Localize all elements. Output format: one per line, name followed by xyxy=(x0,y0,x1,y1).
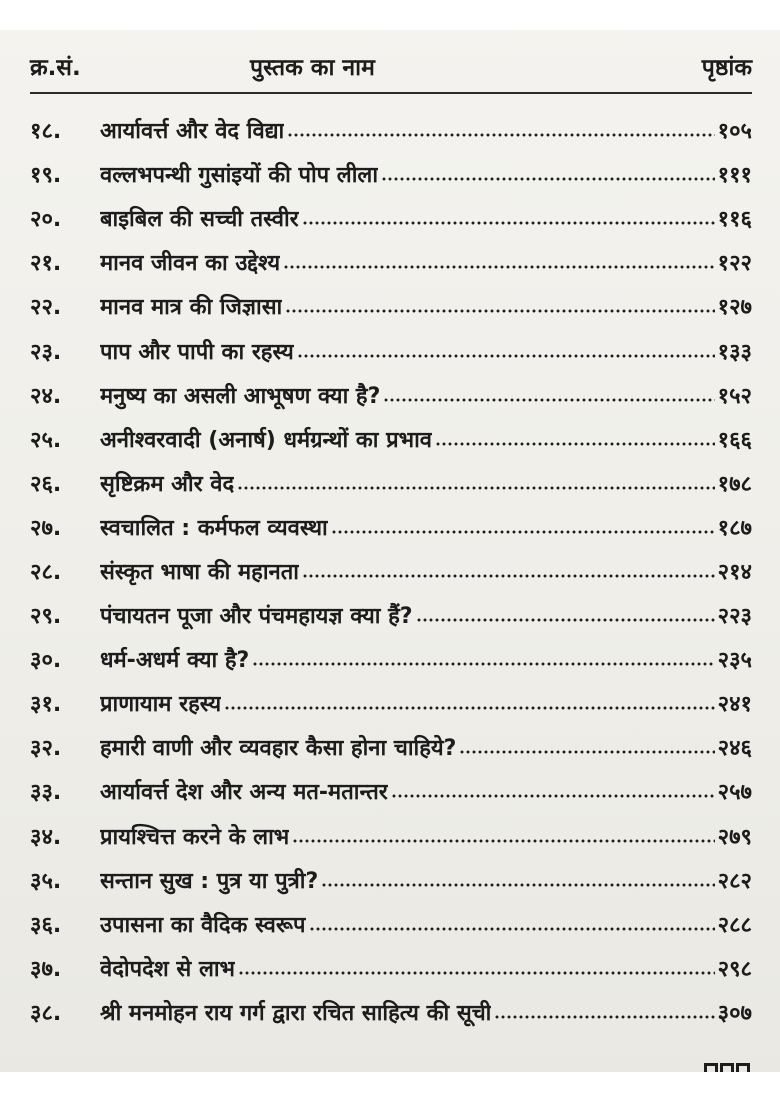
dot-leader xyxy=(238,970,715,976)
entry-title: मनुष्य का असली आभूषण क्या है? xyxy=(100,383,381,409)
entry-number: ३३. xyxy=(30,780,62,806)
entry-page-number: २९८ xyxy=(717,956,752,982)
entry-page-number: १७८ xyxy=(717,471,752,497)
entry-title: उपासना का वैदिक स्वरूप xyxy=(100,912,306,938)
entry-page-number: २८२ xyxy=(717,868,752,894)
header-serial: क्र.सं. xyxy=(30,55,81,81)
dot-leader xyxy=(287,132,714,138)
entry-page-number: १११ xyxy=(717,163,752,189)
entry-title: स्वचालित : कर्मफल व्यवस्था xyxy=(100,515,328,541)
contents-entry xyxy=(30,461,752,505)
contents-entry xyxy=(30,725,752,769)
entry-number: ३७. xyxy=(30,956,62,982)
entry-title: संस्कृत भाषा की महानता xyxy=(100,559,300,585)
entry-number: २४. xyxy=(30,383,62,409)
dot-leader xyxy=(459,749,714,755)
entry-page-number: २३५ xyxy=(717,648,752,674)
dot-leader xyxy=(224,705,715,711)
header-page: पृष्ठांक xyxy=(701,55,752,81)
entry-number: १८. xyxy=(30,119,62,145)
entry-title: मानव जीवन का उद्देश्य xyxy=(100,251,281,277)
contents-entry xyxy=(30,769,752,813)
entry-page-number: २४१ xyxy=(717,692,752,718)
entry-number: २९. xyxy=(30,604,62,630)
table-header xyxy=(30,40,752,94)
dot-leader xyxy=(237,485,714,491)
dot-leader xyxy=(381,176,715,182)
entry-title: धर्म-अधर्म क्या है? xyxy=(100,648,250,674)
contents-entry xyxy=(30,637,752,681)
entry-title: मानव मात्र की जिज्ञासा xyxy=(100,295,283,321)
contents-entry xyxy=(30,505,752,549)
entry-number: ३२. xyxy=(30,736,62,762)
entry-title: श्री मनमोहन राय गर्ग द्वारा रचित साहित्य की सूची xyxy=(100,1000,492,1026)
dot-leader xyxy=(331,529,715,535)
contents-entry xyxy=(30,373,752,417)
entry-title: बाइबिल की सच्ची तस्वीर xyxy=(100,207,299,233)
entry-page-number: १३३ xyxy=(717,339,752,365)
contents-entry xyxy=(30,417,752,461)
entry-number: २०. xyxy=(30,207,62,233)
contents-entry xyxy=(30,990,752,1034)
contents-entry xyxy=(30,946,752,990)
contents-entry xyxy=(30,196,752,240)
entry-page-number: १८७ xyxy=(717,515,752,541)
entry-title: हमारी वाणी और व्यवहार कैसा होना चाहिये? xyxy=(100,736,457,762)
contents-entry xyxy=(30,240,752,284)
entry-title: पंचायतन पूजा और पंचमहायज्ञ क्या हैं? xyxy=(100,604,413,630)
contents-entry xyxy=(30,284,752,328)
entry-number: २३. xyxy=(30,339,62,365)
entry-number: ३०. xyxy=(30,648,62,674)
contents-entry xyxy=(30,593,752,637)
dot-leader xyxy=(302,573,715,579)
contents-entry xyxy=(30,902,752,946)
dot-leader xyxy=(435,441,715,447)
entry-page-number: १२७ xyxy=(717,295,752,321)
entry-page-number: २२३ xyxy=(717,604,752,630)
dot-leader xyxy=(383,397,714,403)
entry-title: सृष्टिक्रम और वेद xyxy=(100,471,235,497)
entry-page-number: २४६ xyxy=(717,736,752,762)
entry-number: २८. xyxy=(30,559,62,585)
dot-leader xyxy=(252,661,714,667)
dot-leader xyxy=(297,353,715,359)
dot-leader xyxy=(292,838,714,844)
entry-number: २७. xyxy=(30,515,62,541)
entry-number: ३६. xyxy=(30,912,62,938)
dot-leader xyxy=(416,617,715,623)
entry-number: २१. xyxy=(30,251,62,277)
contents-entry xyxy=(30,858,752,902)
bottom-margin xyxy=(0,1072,780,1108)
entry-page-number: २७९ xyxy=(717,824,752,850)
entry-title: अनीश्वरवादी (अनार्ष) धर्मग्रन्थों का प्रभाव xyxy=(100,427,433,453)
entry-title: प्राणायाम रहस्य xyxy=(100,692,222,718)
entry-page-number: १६६ xyxy=(717,427,752,453)
entry-title: आर्यावर्त्त और वेद विद्या xyxy=(100,119,285,145)
entry-title: आर्यावर्त्त देश और अन्य मत-मतान्तर xyxy=(100,780,388,806)
entry-number: ३५. xyxy=(30,868,62,894)
contents-entry xyxy=(30,152,752,196)
entry-page-number: २१४ xyxy=(717,559,752,585)
entry-page-number: ३०७ xyxy=(717,1000,752,1026)
contents-entry xyxy=(30,328,752,372)
entry-title: वल्लभपन्थी गुसांइयों की पोप लीला xyxy=(100,163,379,189)
header-title: पुस्तक का नाम xyxy=(250,55,375,81)
dot-leader xyxy=(285,308,714,314)
entry-number: २६. xyxy=(30,471,62,497)
entry-number: २५. xyxy=(30,427,62,453)
contents-entry xyxy=(30,814,752,858)
contents-entry xyxy=(30,681,752,725)
dot-leader xyxy=(309,926,715,932)
entry-page-number: २८८ xyxy=(717,912,752,938)
entry-title: वेदोपदेश से लाभ xyxy=(100,956,236,982)
contents-entry xyxy=(30,549,752,593)
entry-title: प्रायश्चित्त करने के लाभ xyxy=(100,824,290,850)
top-margin xyxy=(0,0,780,30)
contents-entry xyxy=(30,108,752,152)
entry-page-number: १२२ xyxy=(717,251,752,277)
entry-number: २२. xyxy=(30,295,62,321)
entry-number: १९. xyxy=(30,163,62,189)
entry-page-number: ११६ xyxy=(717,207,752,233)
entry-page-number: १०५ xyxy=(717,119,752,145)
entry-number: ३४. xyxy=(30,824,62,850)
entry-page-number: २५७ xyxy=(717,780,752,806)
dot-leader xyxy=(494,1014,714,1020)
entry-number: ३८. xyxy=(30,1000,62,1026)
dot-leader xyxy=(302,220,715,226)
contents-list xyxy=(30,108,752,1034)
entry-title: सन्तान सुख : पुत्र या पुत्री? xyxy=(100,868,319,894)
dot-leader xyxy=(321,882,714,888)
entry-page-number: १५२ xyxy=(717,383,752,409)
dot-leader xyxy=(391,793,715,799)
dot-leader xyxy=(283,264,715,270)
entry-title: पाप और पापी का रहस्य xyxy=(100,339,294,365)
entry-number: ३१. xyxy=(30,692,62,718)
